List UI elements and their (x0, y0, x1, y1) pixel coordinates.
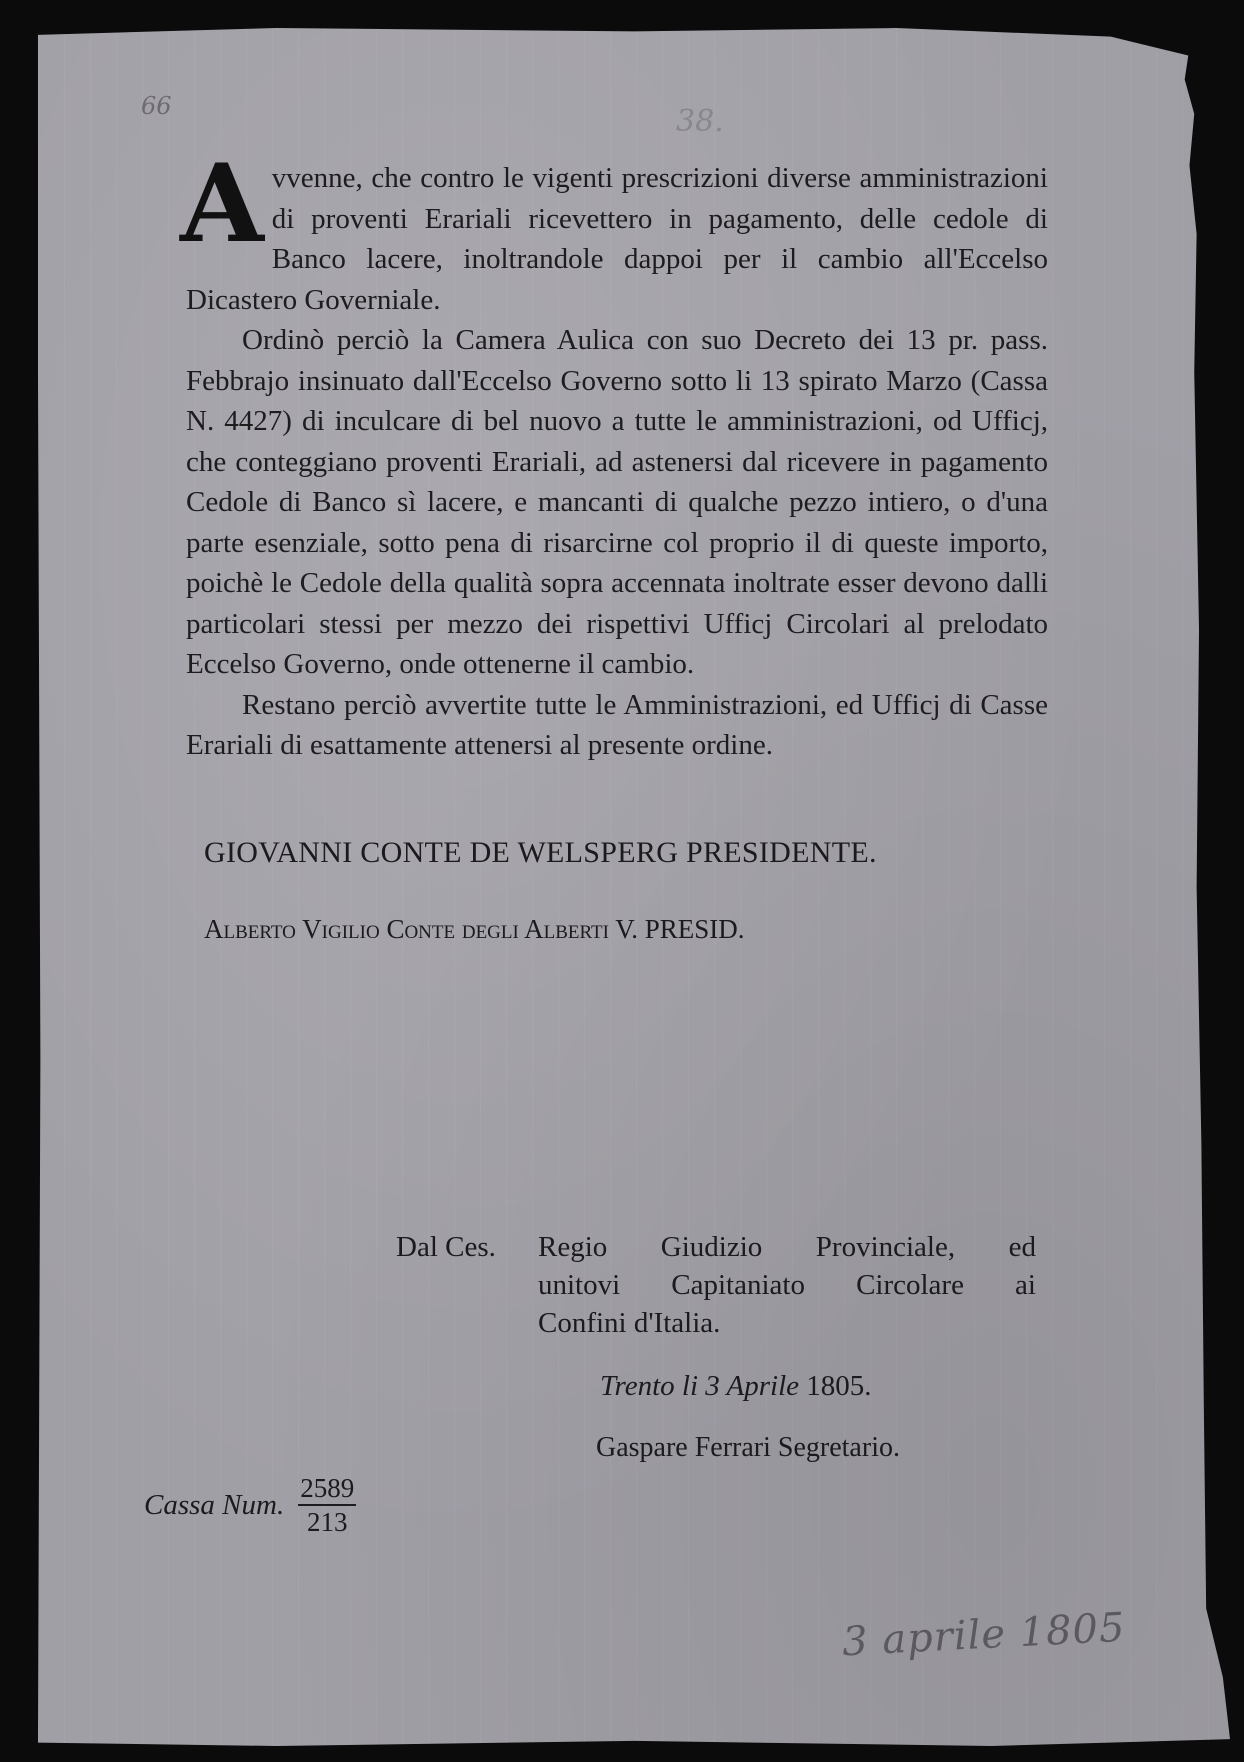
president-signature: GIOVANNI CONTE DE WELSPERG PRESIDENTE. (204, 836, 877, 869)
paragraph-intro-text: vvenne, che contro le vigenti prescrizioni diverse amministrazioni di proventi Erariali ricevettero in pagamento, delle cedole di Banco lacere, inoltrandole dappoi per il cambio all'Eccelso Dicastero Governiale. (186, 162, 1048, 316)
secretary-signature: Gaspare Ferrari Segretario. (596, 1432, 900, 1463)
folio-number-left: 66 (141, 92, 172, 120)
issuer-lead: Dal Ces. (396, 1231, 496, 1263)
place-and-date (600, 1370, 872, 1403)
issuing-authority (396, 1228, 1036, 1342)
issuer-line: Confini d'Italia. (538, 1307, 721, 1339)
cassa-fraction (298, 1472, 356, 1538)
drop-cap-letter: A (180, 141, 264, 267)
cassa-number (144, 1472, 356, 1538)
handwritten-date-note: 3 aprile 1805 (840, 1604, 1127, 1666)
vice-president-signature: Alberto Vigilio Conte degli Alberti V. PRESID. (204, 914, 745, 944)
decree-body (180, 141, 1048, 766)
paragraph-warning: Restano perciò avvertite tutte le Amministrazioni, ed Ufficj di Casse Erariali di esattamente attenersi al presente ordine. (186, 688, 1048, 761)
place-date-text: Trento li 3 Aprile (600, 1370, 799, 1402)
cassa-denominator: 213 (306, 1507, 348, 1537)
year-text: 1805. (806, 1370, 872, 1402)
issuer-line: Regio Giudizio Provinciale, ed (538, 1231, 1036, 1263)
folio-number-right: 38. (676, 104, 724, 139)
cassa-label: Cassa Num. (144, 1488, 285, 1521)
paragraph-order: Ordinò perciò la Camera Aulica con suo Decreto dei 13 pr. pass. Febbrajo insinuato dall'Eccelso Governo sotto li 13 spirato Marzo (Cassa N. 4427) di inculcare di bel nuovo a tutte le amministrazioni, od Ufficj, che conteggiano proventi Erariali, ad astenersi dal ricevere in pagamento Cedole di Banco sì lacere, e mancanti di qualche pezzo intiero, o d'una parte esenziale, sotto pena di risarcirne col proprio il di queste importo, poichè le Cedole della qualità sopra accennata inoltrate esser devono dalli particolari stessi per mezzo dei rispettivi Ufficj Circolari al prelodato Eccelso Governo, onde ottenerne il cambio. (186, 324, 1048, 680)
paragraph-intro (180, 141, 1048, 320)
signature-block (204, 836, 1064, 945)
issuer-lines (538, 1228, 1036, 1342)
cassa-numerator: 2589 (298, 1472, 356, 1506)
issuer-line: unitovi Capitaniato Circolare ai (538, 1269, 1036, 1301)
